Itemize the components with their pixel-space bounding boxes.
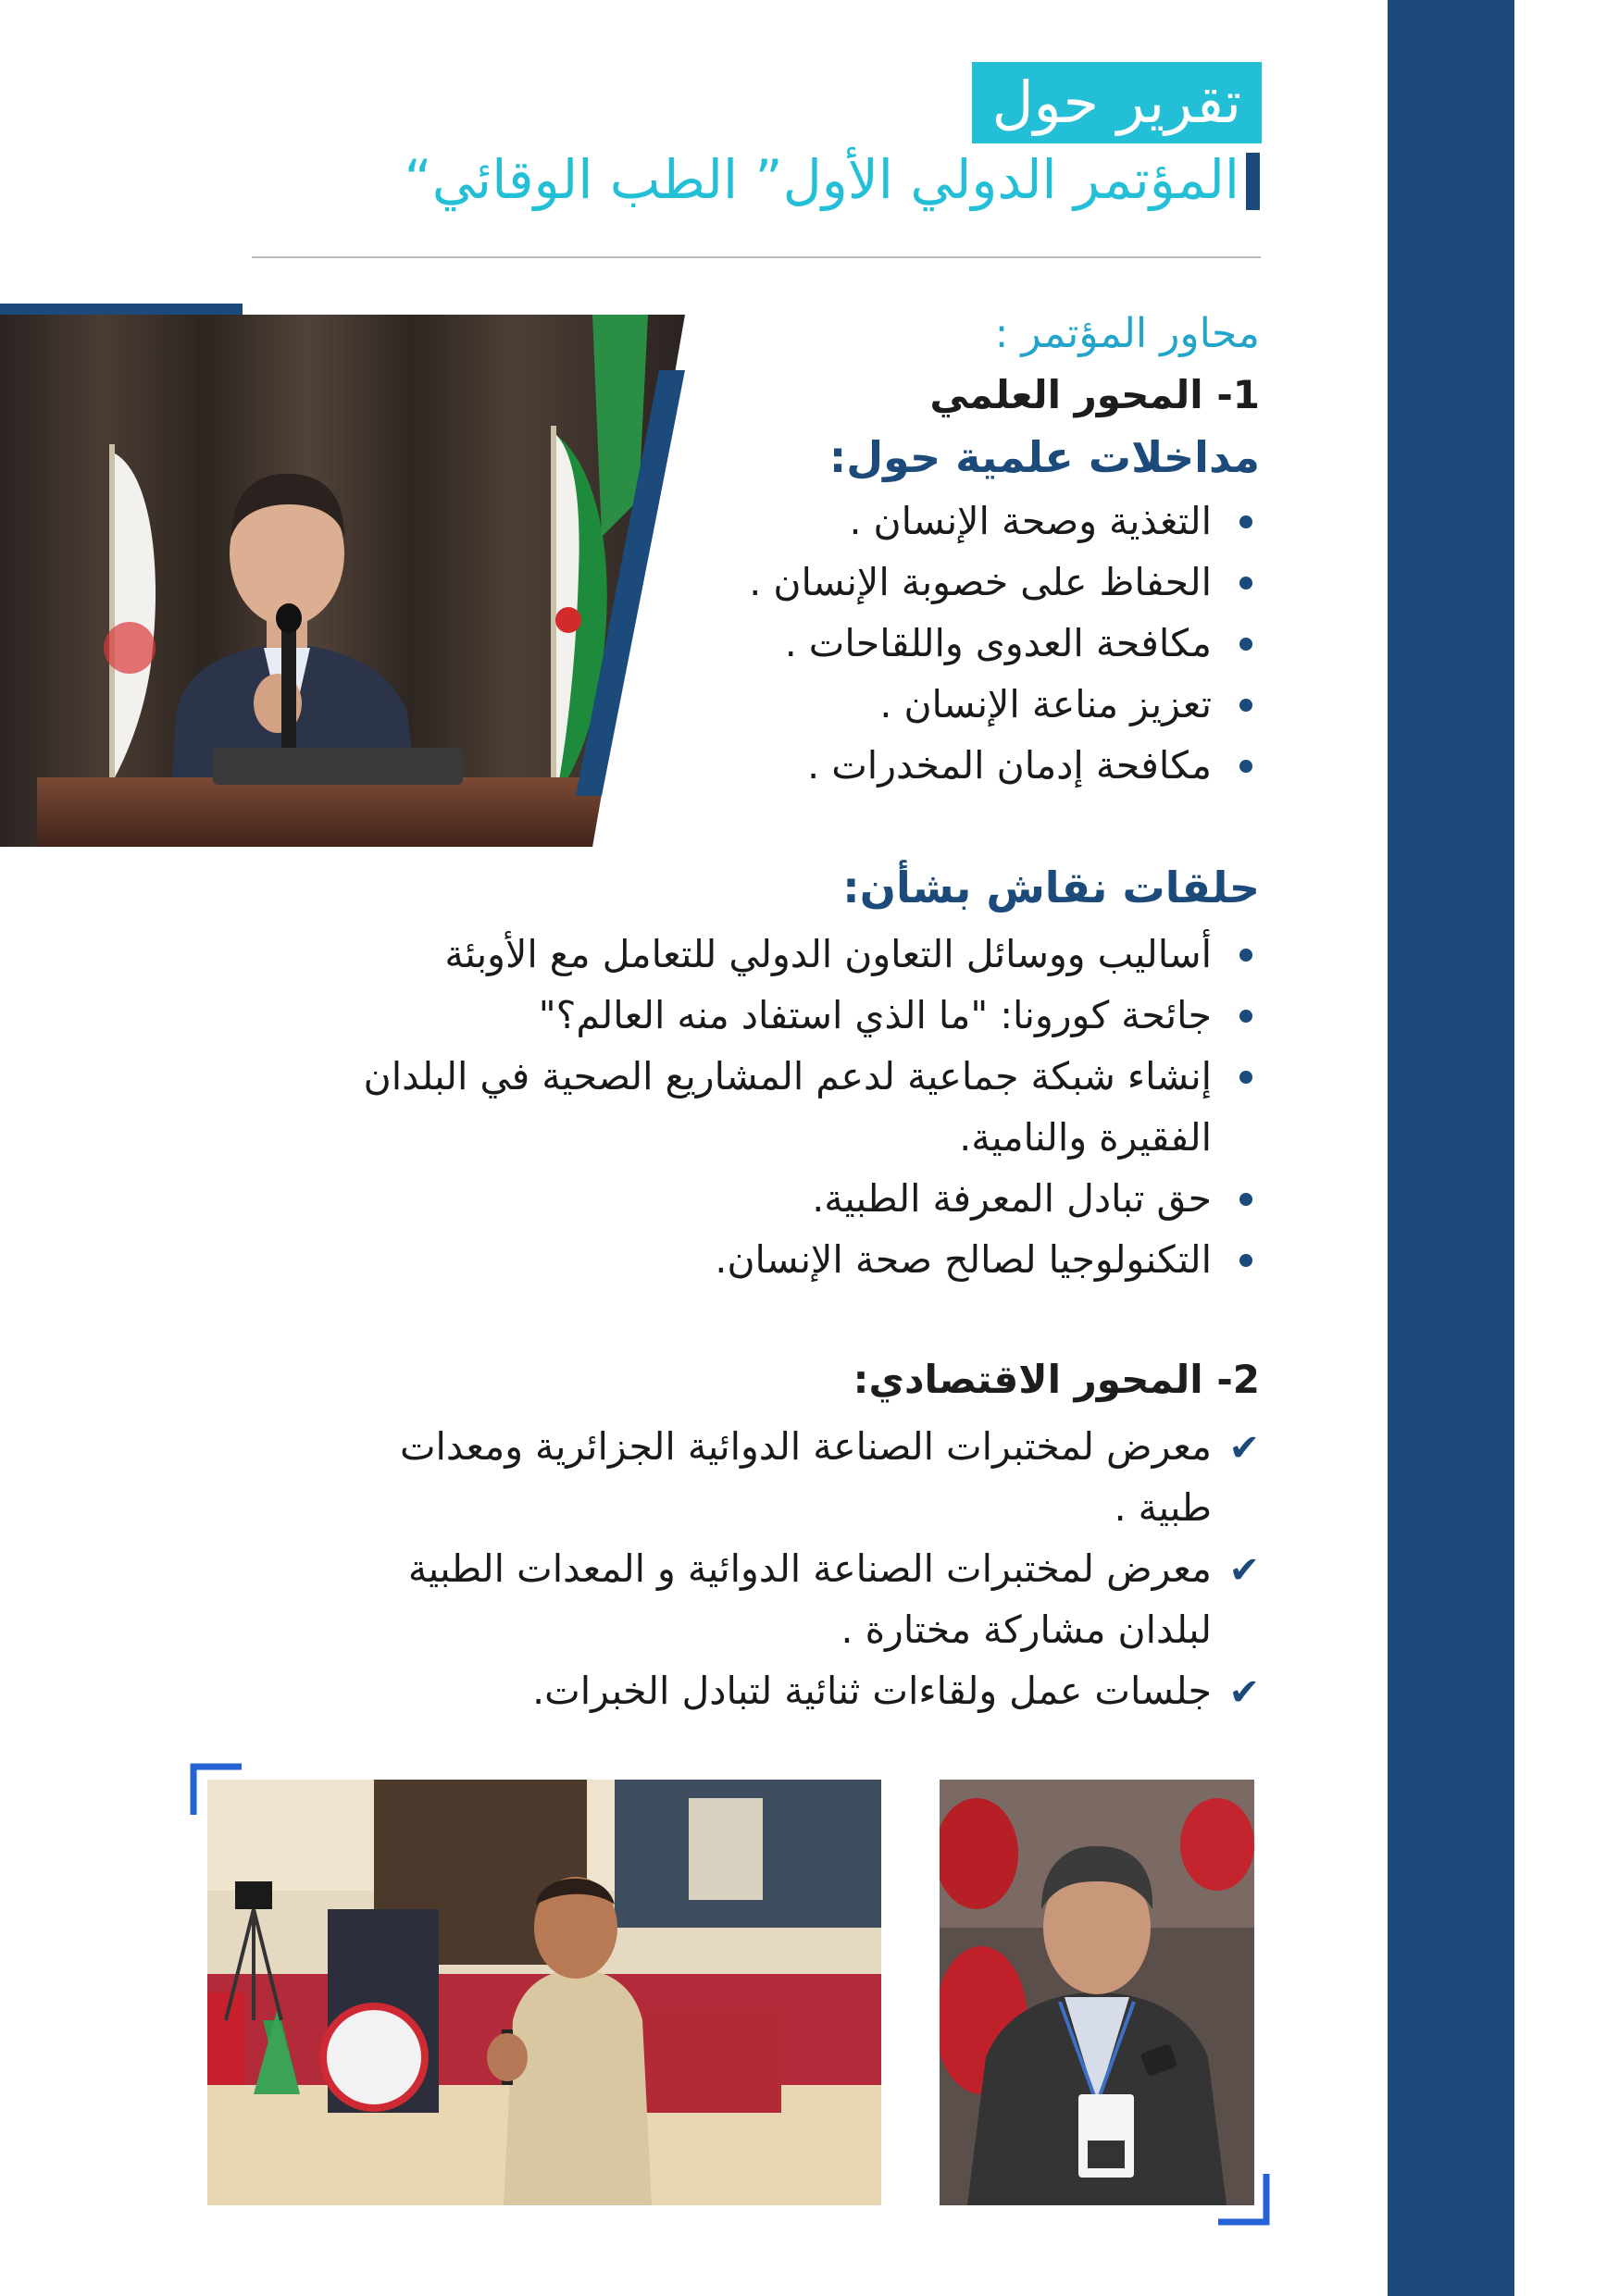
list-item: حق تبادل المعرفة الطبية. bbox=[364, 1168, 1260, 1229]
discussions-list bbox=[364, 924, 1260, 1290]
list-item: ✔ معرض لمختبرات الصناعة الدوائية الجزائرية ومعدات طبية . bbox=[400, 1416, 1260, 1538]
right-sidebar-band bbox=[1388, 0, 1514, 2296]
axes-heading: محاور المؤتمر : bbox=[994, 310, 1260, 357]
debate-speaker-photo bbox=[207, 1780, 881, 2205]
list-item: التغذية وصحة الإنسان . bbox=[749, 490, 1260, 552]
dot-bullet-icon bbox=[1239, 1010, 1252, 1023]
report-title: تقرير حول bbox=[972, 62, 1262, 143]
axis1-title: 1- المحور العلمي bbox=[929, 372, 1260, 417]
conference-title: المؤتمر الدولي الأول” الطب الوقائي“ bbox=[404, 148, 1239, 211]
axis1-list bbox=[749, 490, 1260, 796]
list-item: أساليب ووسائل التعاون الدولي للتعامل مع الأوبئة bbox=[364, 924, 1260, 985]
list-item: مكافحة إدمان المخدرات . bbox=[749, 735, 1260, 796]
list-item: الحفاظ على خصوبة الإنسان . bbox=[749, 552, 1260, 613]
axis2-title: 2- المحور الاقتصادي: bbox=[853, 1357, 1260, 1402]
axis2-list bbox=[400, 1416, 1260, 1721]
list-item: إنشاء شبكة جماعية لدعم المشاريع الصحية في البلدان الفقيرة والنامية. bbox=[364, 1046, 1260, 1168]
dot-bullet-icon bbox=[1239, 949, 1252, 962]
list-item: التكنولوجيا لصالح صحة الإنسان. bbox=[364, 1229, 1260, 1290]
axis1-subtitle: مداخلات علمية حول: bbox=[828, 432, 1260, 482]
dot-bullet-icon bbox=[1239, 638, 1252, 651]
dot-bullet-icon bbox=[1239, 515, 1252, 528]
list-item: ✔ معرض لمختبرات الصناعة الدوائية و المعدات الطبية لبلدان مشاركة مختارة . bbox=[400, 1538, 1260, 1660]
dot-bullet-icon bbox=[1239, 1254, 1252, 1267]
list-item: تعزيز مناعة الإنسان . bbox=[749, 674, 1260, 735]
dot-bullet-icon bbox=[1239, 760, 1252, 773]
check-mark-icon: ✔ bbox=[1228, 1549, 1260, 1592]
attendee-photo bbox=[940, 1780, 1254, 2205]
dot-bullet-icon bbox=[1239, 577, 1252, 590]
dot-bullet-icon bbox=[1239, 1071, 1252, 1084]
check-mark-icon: ✔ bbox=[1228, 1427, 1260, 1470]
list-item: جائحة كورونا: "ما الذي استفاد منه العالم؟" bbox=[364, 985, 1260, 1046]
dot-bullet-icon bbox=[1239, 1193, 1252, 1206]
list-item: ✔ جلسات عمل ولقاءات ثنائية لتبادل الخبرات. bbox=[400, 1660, 1260, 1721]
speaker-photo bbox=[0, 315, 685, 847]
title-accent-bar bbox=[1246, 153, 1260, 210]
dot-bullet-icon bbox=[1239, 699, 1252, 712]
header-divider bbox=[252, 256, 1261, 258]
check-mark-icon: ✔ bbox=[1228, 1671, 1260, 1714]
discussions-title: حلقات نقاش بشأن: bbox=[842, 863, 1260, 912]
list-item: مكافحة العدوى واللقاحات . bbox=[749, 613, 1260, 674]
